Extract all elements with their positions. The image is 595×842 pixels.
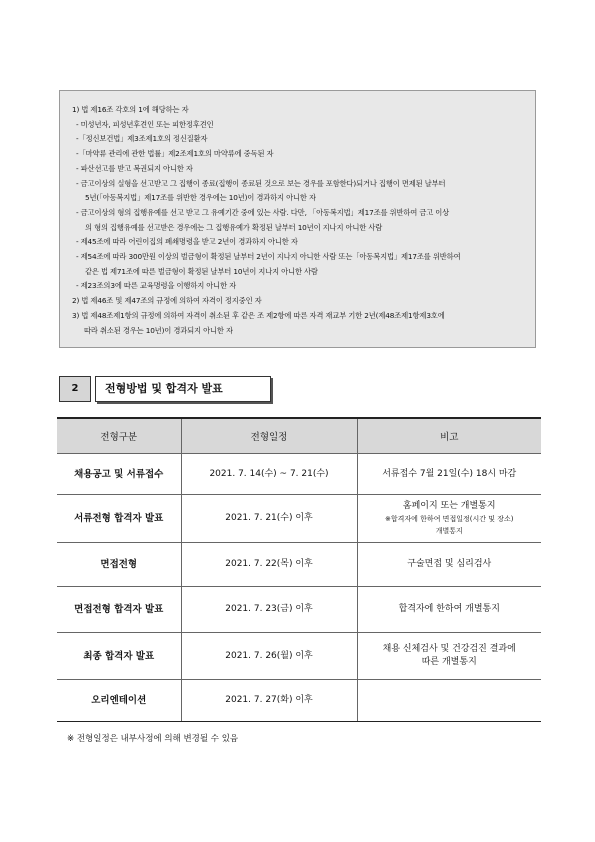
note-cell [357, 543, 541, 587]
notice-subitem-continuation: 같은 법 제71조에 따른 벌금형이 확정된 날부터 10년이 지나지 아니한 사람 [85, 266, 318, 276]
note-cell [357, 587, 541, 633]
eligibility-notice-box [59, 90, 536, 348]
note-subtext: 개별통지 [435, 527, 463, 535]
date-cell: 2021. 7. 21(수) 이후 [181, 495, 357, 543]
date-cell: 2021. 7. 22(목) 이후 [181, 543, 357, 587]
notice-item-continuation: 따라 취소된 경우는 10년)이 경과되지 아니한 자 [84, 325, 233, 335]
note-text-continuation: 따른 개별통지 [421, 657, 477, 667]
notice-subitem: -「마약류 관리에 관한 법률」제2조제1호의 마약류에 중독된 자 [76, 149, 274, 159]
column-header-stage: 전형구분 [57, 418, 181, 454]
table-row [57, 633, 541, 680]
note-cell [357, 495, 541, 543]
note-text: 채용 신체검사 및 건강검진 결과에 [382, 644, 516, 654]
notice-subitem: - 제54조에 따라 300만원 이상의 벌금형이 확정된 날부터 2년이 지나지 아니한 사람 또는「아동복지법」제17조를 위반하여 [76, 252, 461, 262]
notice-item-1: 1) 법 제16조 각호의 1에 해당하는 자 [72, 105, 189, 114]
schedule-table [57, 417, 541, 722]
notice-item-3: 3) 법 제48조제1항의 규정에 의하여 자격이 취소된 후 같은 조 제2항에 따른 자격 재교부 기한 2년(제48조제1항제3호에 [72, 310, 445, 320]
schedule-footnote: ※ 전형일정은 내부사정에 의해 변경될 수 있음 [67, 734, 239, 744]
table-row [57, 495, 541, 543]
column-header-note: 비고 [357, 418, 541, 454]
notice-subitem: - 파산선고를 받고 복권되지 아니한 자 [76, 163, 193, 173]
note-subtext: ※합격자에 한하여 면접일정(시간 및 장소) [385, 515, 514, 523]
stage-cell: 면접전형 합격자 발표 [57, 587, 181, 633]
date-cell: 2021. 7. 14(수) ~ 7. 21(수) [181, 454, 357, 495]
notice-subitem-continuation: 의 형의 집행유예를 선고받은 경우에는 그 집행유예가 확정된 날부터 10년이 지나지 아니한 사람 [85, 222, 383, 232]
stage-cell: 오리엔테이션 [57, 680, 181, 722]
table-row [57, 587, 541, 633]
table-row [57, 680, 541, 722]
table-row [57, 543, 541, 587]
note-cell [357, 454, 541, 495]
note-text: 서류접수 7월 21일(수) 18시 마감 [382, 468, 517, 479]
notice-subitem: - 제45조에 따라 어린이집의 폐쇄명령을 받고 2년이 경과하지 아니한 자 [76, 237, 298, 247]
section-title: 전형방법 및 합격자 발표 [95, 376, 271, 402]
stage-cell: 면접전형 [57, 543, 181, 587]
notice-subitem: - 금고이상의 실형을 선고받고 그 집행이 종료(집행이 종료된 것으로 보는 경우를 포함한다)되거나 집행이 면제된 날부터 [76, 178, 446, 188]
table-row [57, 454, 541, 495]
notice-item-2: 2) 법 제46조 및 제47조의 규정에 의하여 자격이 정지중인 자 [72, 296, 262, 306]
notice-subitem: - 금고이상의 형의 집행유예를 선고 받고 그 유예기간 중에 있는 사람. 다만, 「아동복지법」제17조를 위반하여 금고 이상 [76, 207, 450, 217]
notice-subitem: - 제23조의3에 따른 교육명령을 이행하지 아니한 자 [76, 281, 237, 291]
notice-subitem: -「정신보건법」제3조제1호의 정신질환자 [76, 134, 208, 144]
stage-cell: 채용공고 및 서류접수 [57, 454, 181, 495]
note-text: 합격자에 한하여 개별통지 [398, 604, 500, 614]
date-cell: 2021. 7. 27(화) 이후 [181, 680, 357, 722]
note-cell [357, 633, 541, 680]
stage-cell: 서류전형 합격자 발표 [57, 495, 181, 543]
notice-subitem-continuation: 5년(「아동복지법」제17조를 위반한 경우에는 10년)이 경과하지 아니한 자 [85, 193, 316, 203]
table-header-row [57, 418, 541, 454]
date-cell: 2021. 7. 23(금) 이후 [181, 587, 357, 633]
note-cell [357, 680, 541, 722]
column-header-date: 전형일정 [181, 418, 357, 454]
notice-subitem: - 미성년자, 피성년후견인 또는 피한정후견인 [76, 119, 214, 129]
section-number: 2 [59, 376, 91, 402]
note-text: 구술면접 및 심리검사 [407, 559, 492, 569]
stage-cell: 최종 합격자 발표 [57, 633, 181, 680]
date-cell: 2021. 7. 26(월) 이후 [181, 633, 357, 680]
note-text: 홈페이지 또는 개별통지 [402, 501, 496, 511]
